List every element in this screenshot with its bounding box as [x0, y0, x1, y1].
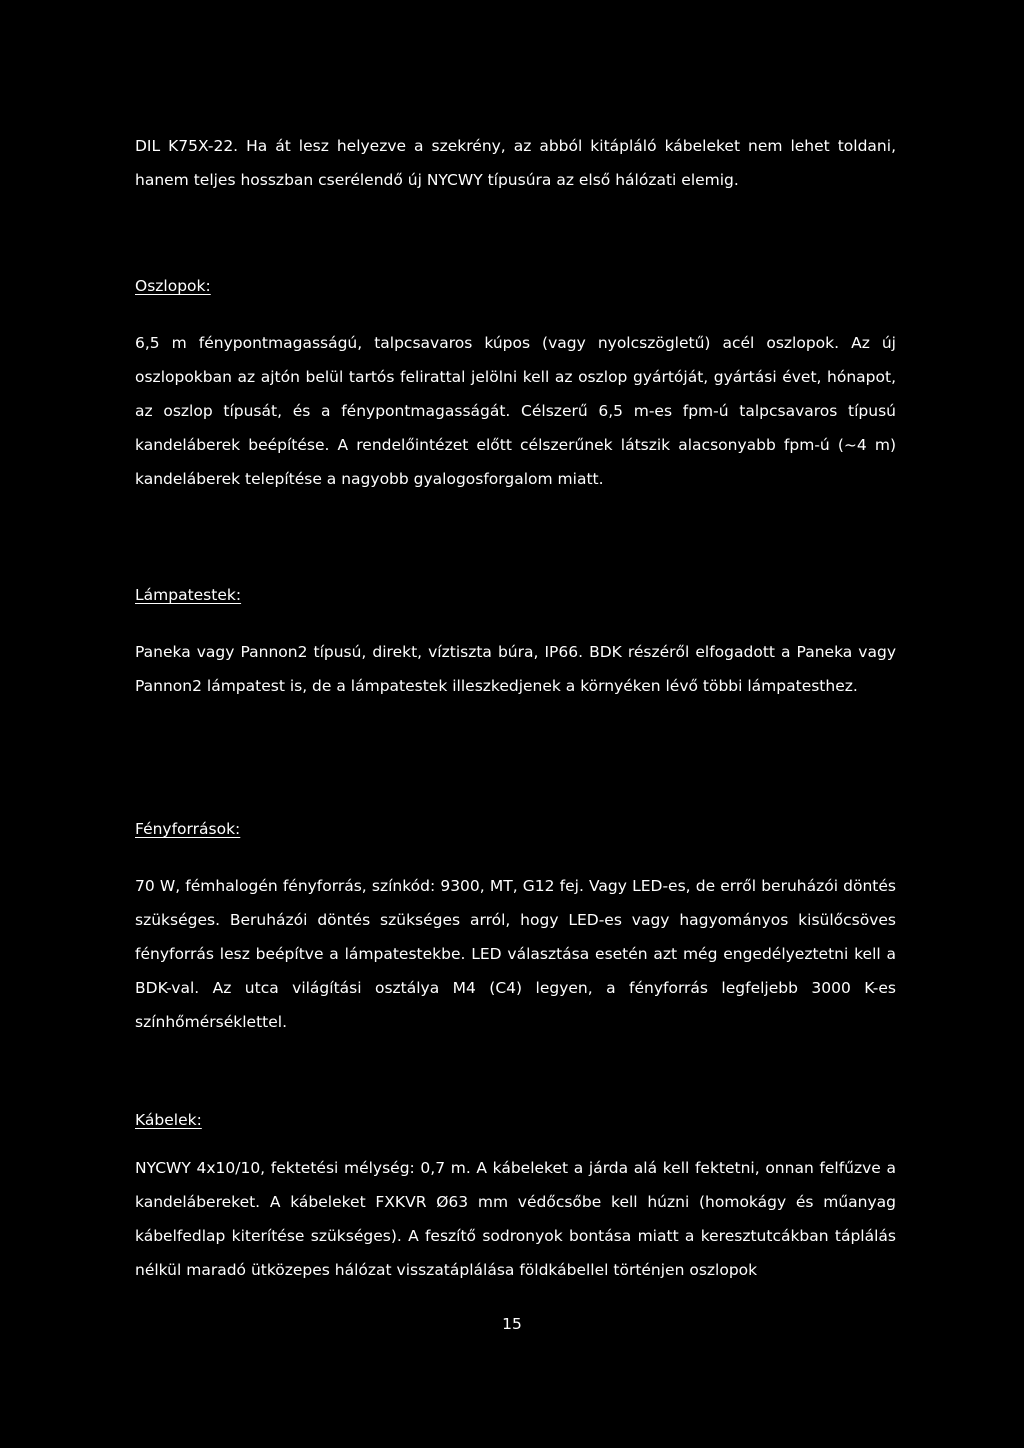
intro-paragraph: DIL K75X-22. Ha át lesz helyezve a szekrény, az abból kitápláló kábeleket nem lehet toldani, hanem teljes hosszban cserélendő új NYCWY típusúra az első hálózati elemig. — [135, 137, 896, 189]
paragraph-oszlopok: 6,5 m fénypontmagasságú, talpcsavaros kúpos (vagy nyolcszögletű) acél oszlopok. Az új oszlopokban az ajtón belül tartós felirattal jelölni kell az oszlop gyártóját, gyártási évet, hónapot, az oszlop típusát, és a fénypontmagasságát. Célszerű 6,5 m-es fpm-ú talpcsavaros típusú kandeláberek beépítése. A rendelőintézet előtt célszerűnek látszik alacsonyabb fpm-ú (~4 m) kandeláberek telepítése a nagyobb gyalogosforgalom miatt. — [135, 334, 896, 488]
page-number: 15 — [502, 1315, 522, 1333]
paragraph-lampatestek: Paneka vagy Pannon2 típusú, direkt, víztiszta búra, IP66. BDK részéről elfogadott a Paneka vagy Pannon2 lámpatest is, de a lámpatestek illeszkedjenek a környéken lévő többi lámpatesthez. — [135, 643, 896, 695]
heading-oszlopok: Oszlopok: — [135, 277, 211, 295]
heading-kabelek: Kábelek: — [135, 1111, 202, 1129]
paragraph-kabelek: NYCWY 4x10/10, fektetési mélység: 0,7 m. A kábeleket a járda alá kell fektetni, onnan felfűzve a kandelábereket. A kábeleket FXKVR Ø63 mm védőcsőbe kell húzni (homokágy és műanyag kábelfedlap kiterítése szükséges). A feszítő sodronyok bontása miatt a keresztutcákban táplálás nélkül maradó ütközepes hálózat visszatáplálása földkábellel történjen oszlopok — [135, 1159, 896, 1279]
heading-lampatestek: Lámpatestek: — [135, 586, 242, 604]
heading-fenyforrasok: Fényforrások: — [135, 820, 241, 838]
paragraph-fenyforrasok: 70 W, fémhalogén fényforrás, színkód: 9300, MT, G12 fej. Vagy LED-es, de erről beruházói döntés szükséges. Beruházói döntés szükséges arról, hogy LED-es vagy hagyományos kisülőcsöves fényforrás lesz beépítve a lámpatestekbe. LED választása esetén azt még engedélyeztetni kell a BDK-val. Az utca világítási osztálya M4 (C4) legyen, a fényforrás legfeljebb 3000 K-es színhőmérséklettel. — [135, 877, 896, 1031]
